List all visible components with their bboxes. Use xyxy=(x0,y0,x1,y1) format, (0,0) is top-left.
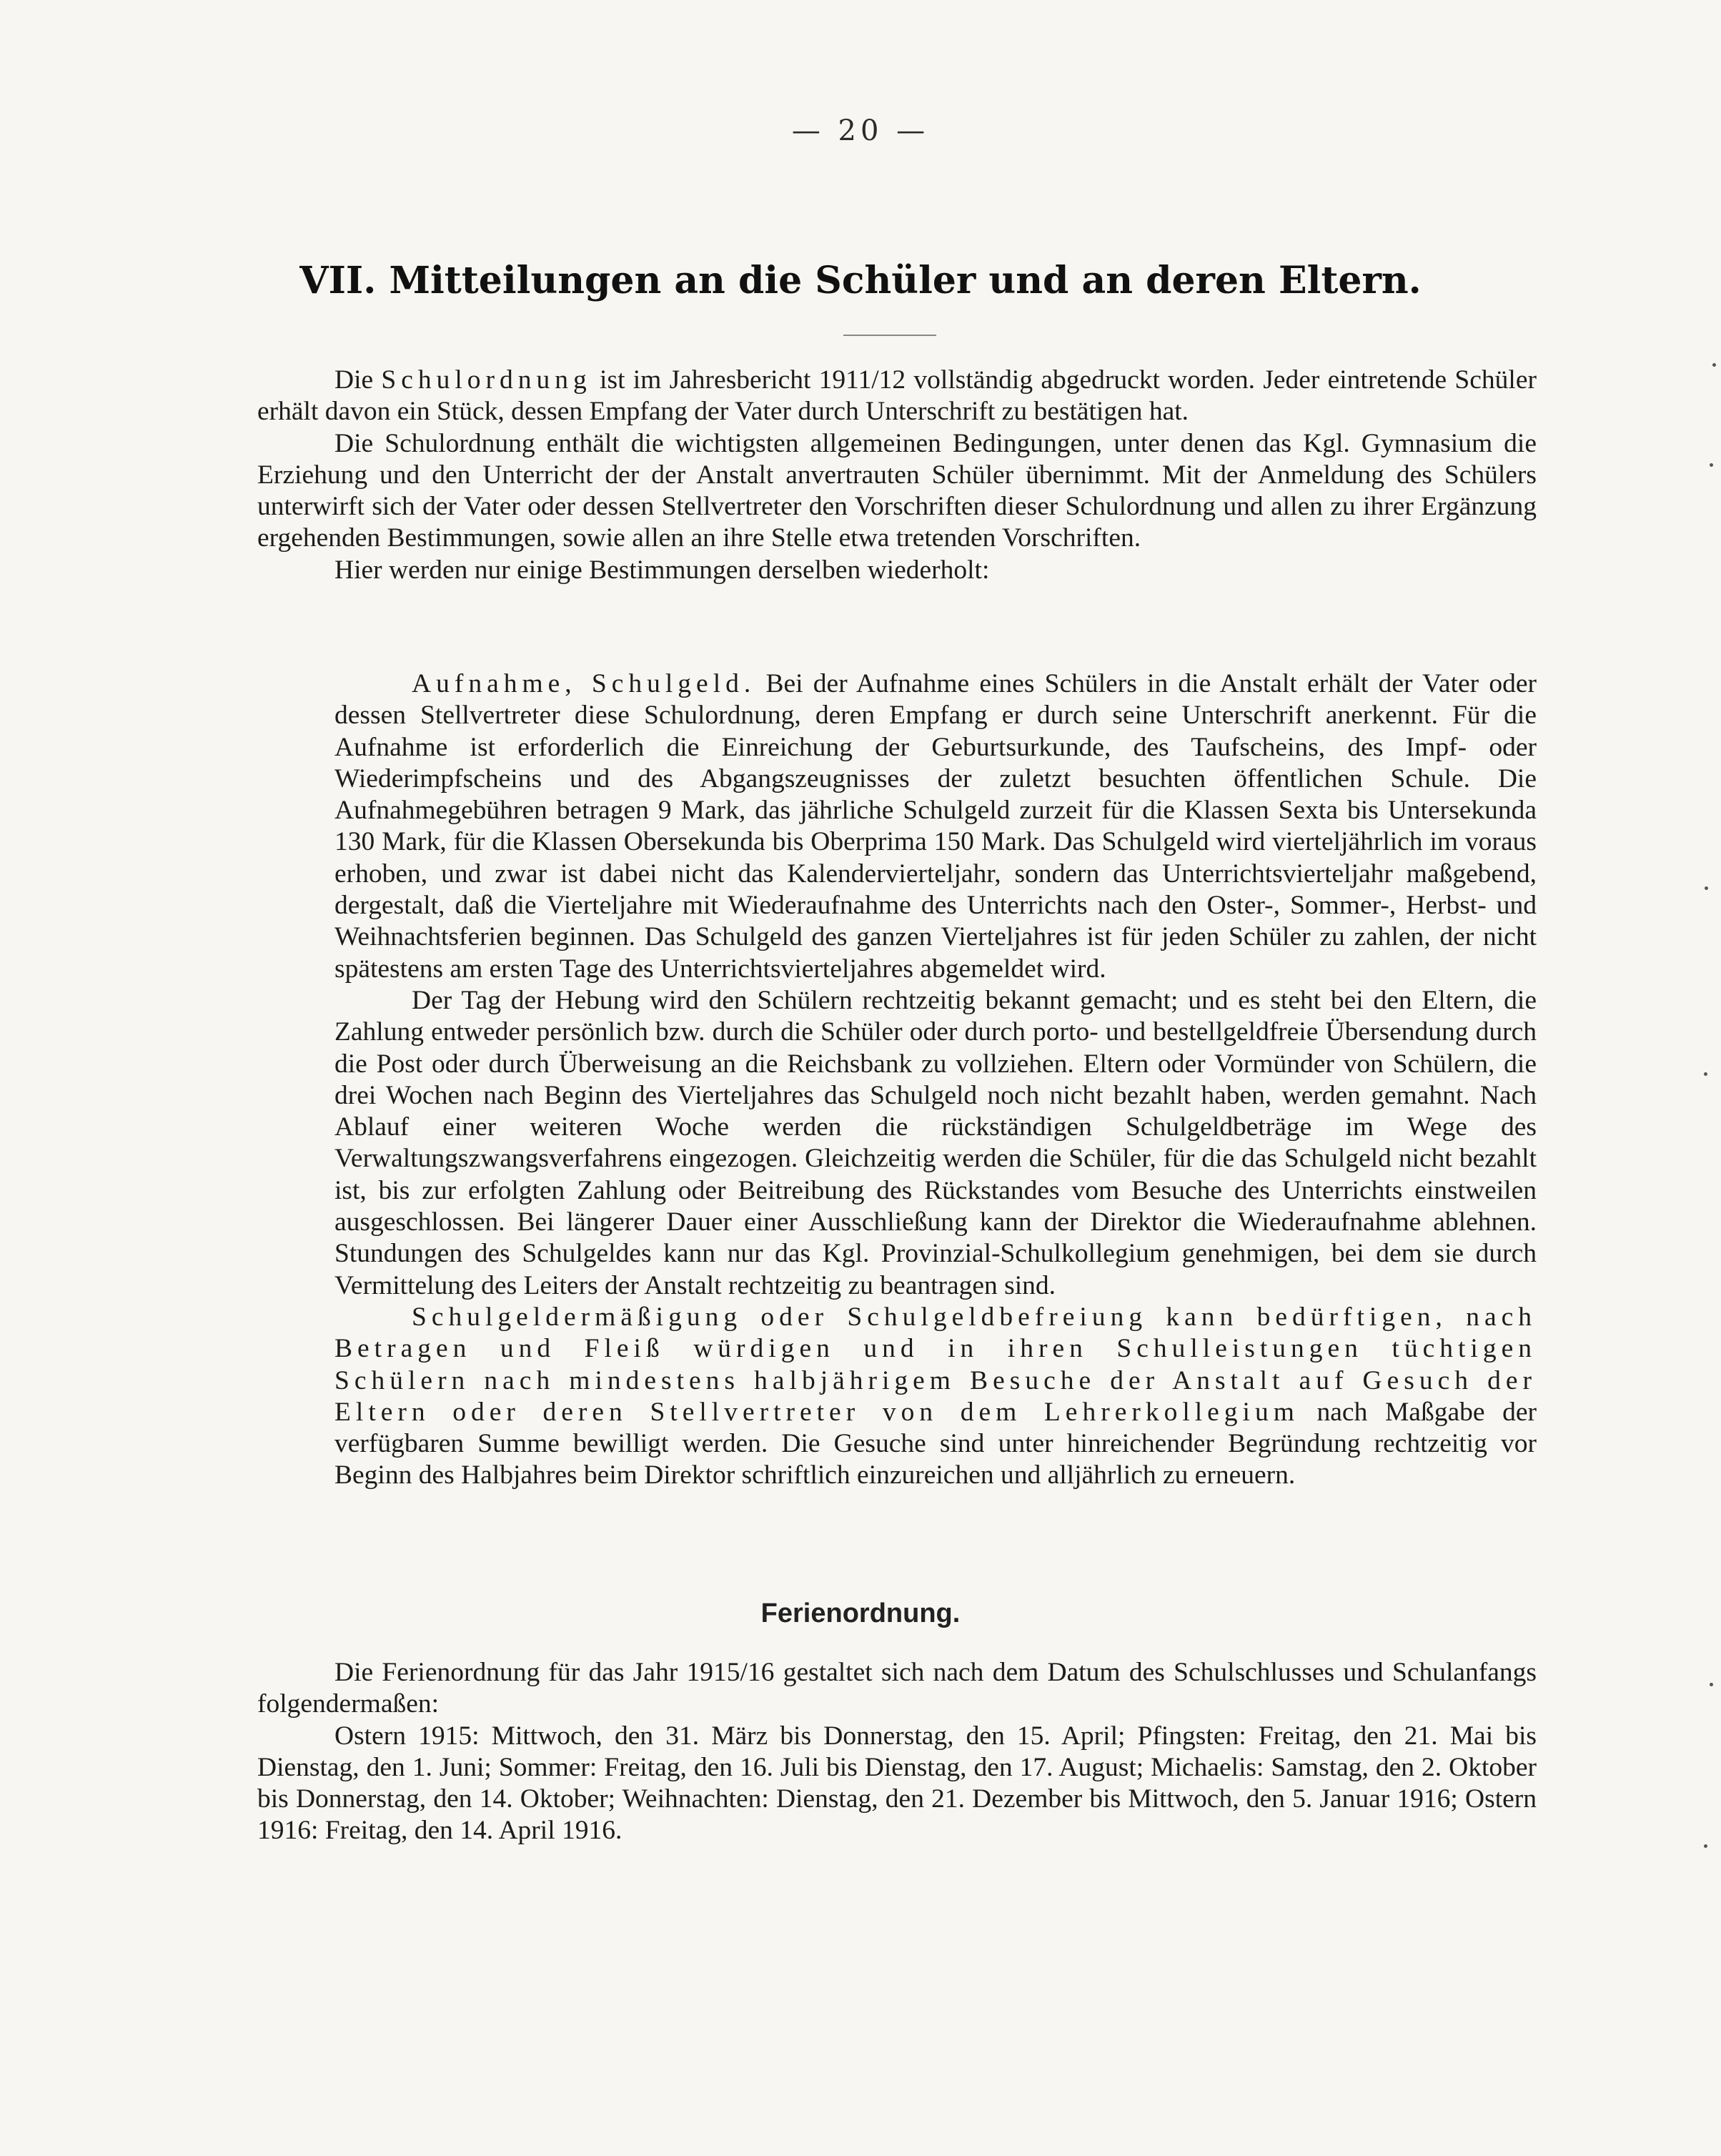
speck-mark xyxy=(1710,463,1713,467)
intro-paragraph-1 xyxy=(257,365,1537,428)
ermaessigung-spaced-text: Schulgeldermäßigung oder Schulgeldbefreiung kann bedürftigen, nach Betragen und Fleiß würdigen und in ihren Schulleistungen tüchtigen Schülern nach mindestens halbjährigem Besuche der Anstalt auf Gesuch der Eltern oder deren Stellvertreter von dem Lehrerkollegium xyxy=(334,1302,1537,1427)
speck-mark xyxy=(1710,1683,1713,1686)
intro-lead: Die xyxy=(334,365,382,395)
ferien-section xyxy=(257,1657,1537,1847)
aufnahme-text: Bei der Aufnahme eines Schülers in die Anstalt erhält der Vater oder dessen Stellvertreter diese Schulordnung, deren Empfang er durch seine Unterschrift anerkennt. Für die Aufnahme ist erforderlich die Einreichung der Geburtsurkunde, des Taufscheins, des Impf- oder Wiederimpfscheins und des Abgangszeugnisses der zuletzt besuchten öffentlichen Schule. Die Aufnahmegebühren betragen 9 Mark, das jährliche Schulgeld zurzeit für die Klassen Sexta bis Untersekunda 130 Mark, für die Klassen Obersekunda bis Oberprima 150 Mark. Das Schulgeld wird vierteljährlich im voraus erhoben, und zwar ist dabei nicht das Kalendervierteljahr, sondern das Unterrichtsvierteljahr maßgebend, dergestalt, daß die Vierteljahre mit Wiederaufnahme des Unterrichts nach den Oster-, Sommer-, Herbst- und Weihnachtsferien beginnen. Das Schulgeld des ganzen Vierteljahres ist für jeden Schüler zu zahlen, der nicht spätestens am ersten Tage des Unterrichtsvierteljahres abgemeldet wird. xyxy=(334,669,1537,984)
hebung-paragraph: Der Tag der Hebung wird den Schülern rechtzeitig bekannt gemacht; und es steht bei den Eltern, die Zahlung entweder persönlich bzw. durch die Schüler oder durch porto- und bestellgeldfreie Übersendung durch die Post oder durch Überweisung an die Reichsbank zu vollziehen. Eltern oder Vormünder von Schülern, die drei Wochen nach Beginn des Vierteljahres das Schulgeld noch nicht bezahlt haben, werden gemahnt. Nach Ablauf einer weiteren Woche werden die rückständigen Schulgeldbeträge im Wege des Verwaltungszwangsverfahrens eingezogen. Gleichzeitig werden die Schüler, für die das Schulgeld nicht bezahlt ist, bis zur erfolgten Zahlung oder Beitreibung des Rückstandes vom Besuche des Unterrichts einstweilen ausgeschlossen. Bei längerer Dauer einer Ausschließung kann der Direktor die Wiederaufnahme ablehnen. Stundungen des Schulgeldes kann nur das Kgl. Provinzial-Schulkollegium genehmigen, bei dem sie durch Vermittelung des Leiters der Anstalt rechtzeitig zu beantragen sind. xyxy=(334,985,1537,1300)
schulordnung-term: Schulordnung xyxy=(381,365,592,395)
intro-paragraph-3: Hier werden nur einige Bestimmungen derselben wiederholt: xyxy=(334,555,990,585)
intro-section xyxy=(257,365,1537,586)
intro-paragraph-2: Die Schulordnung enthält die wichtigsten allgemeinen Bedingungen, unter denen das Kgl. Gymnasium die Erziehung und den Unterricht der der Anstalt anvertrauten Schüler übernimmt. Mit der Anmeldung des Schülers unterwirft sich der Vater oder dessen Stellvertreter den Vorschriften dieser Schulordnung und allen zu ihrer Ergänzung ergehenden Bestimmungen, sowie allen an ihre Stelle etwa tretenden Vorschriften. xyxy=(257,428,1537,553)
ferien-paragraph-2: Ostern 1915: Mittwoch, den 31. März bis Donnerstag, den 15. April; Pfingsten: Freitag, den 21. Mai bis Dienstag, den 1. Juni; Sommer: Freitag, den 16. Juli bis Dienstag, den 17. August; Michaelis: Samstag, den 2. Oktober bis Donnerstag, den 14. Oktober; Weihnachten: Dienstag, den 21. Dezember bis Mittwoch, den 5. Januar 1916; Ostern 1916: Freitag, den 14. April 1916. xyxy=(257,1721,1537,1846)
speck-mark xyxy=(1704,1844,1707,1848)
page-number: — 20 — xyxy=(791,114,930,147)
aufnahme-section xyxy=(334,668,1537,1492)
ferien-heading: Ferienordnung. xyxy=(760,1598,961,1628)
ermaessigung-text: nach Maßgabe der verfügbaren Summe bewilligt werden. Die Gesuche sind unter hinreichender Begründung rechtzeitig vor Beginn des Halbjahres beim Direktor schriftlich einzureichen und alljährlich zu erneuern. xyxy=(334,1397,1537,1490)
aufnahme-heading: Aufnahme, Schulgeld. xyxy=(412,669,756,698)
speck-mark xyxy=(1712,363,1716,367)
speck-mark xyxy=(1704,1072,1707,1076)
intro-rest: ist im Jahresbericht 1911/12 vollständig abgedruckt worden. Jeder eintretende Schüler erhält davon ein Stück, dessen Empfang der Vater durch Unterschrift zu bestätigen hat. xyxy=(257,365,1537,427)
speck-mark xyxy=(1705,886,1708,890)
page-title: VII. Mitteilungen an die Schüler und an deren Eltern. xyxy=(299,259,1422,302)
ferien-paragraph-1: Die Ferienordnung für das Jahr 1915/16 gestaltet sich nach dem Datum des Schulschlusses und Schulanfangs folgendermaßen: xyxy=(257,1658,1537,1719)
aufnahme-paragraph xyxy=(334,668,1537,985)
title-divider xyxy=(843,335,936,336)
ermaessigung-paragraph xyxy=(334,1302,1537,1492)
